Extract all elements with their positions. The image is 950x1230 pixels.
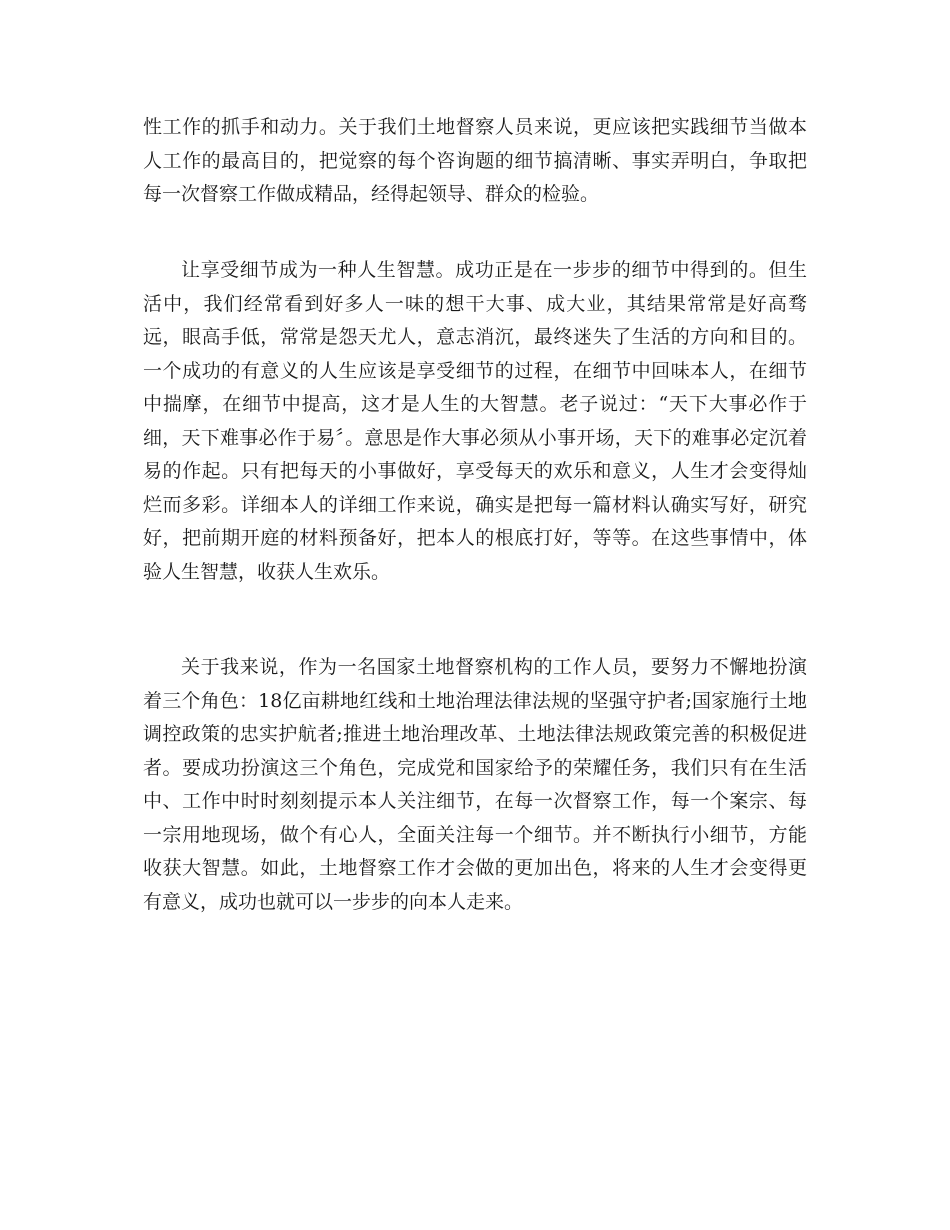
paragraph-three-roles: 关于我来说，作为一名国家土地督察机构的工作人员，要努力不懈地扮演着三个角色：18亿亩耕地红线和土地治理法律法规的坚强守护者;国家施行土地调控政策的忠实护航者;推进土地治理改革、土地法律法规政策完善的积极促进者。要成功扮演这三个角色，完成党和国家给予的荣耀任务，我们只有在生活中、工作中时时刻刻提示本人关注细节，在每一次督察工作，每一个案宗、每一宗用地现场，做个有心人，全面关注每一个细节。并不断执行小细节，方能收获大智慧。如此，土地督察工作才会做的更加出色，将来的人生才会变得更有意义，成功也就可以一步步的向本人走来。 [143,656,807,913]
paragraph-life-wisdom: 让享受细节成为一种人生智慧。成功正是在一步步的细节中得到的。但生活中，我们经常看到好多人一味的想干大事、成大业，其结果常常是好高骛远，眼高手低，常常是怨天尤人，意志消沉，最终迷失了生活的方向和目的。一个成功的有意义的人生应该是享受细节的过程，在细节中回味本人，在细节中揣摩，在细节中提高，这才是人生的大智慧。老子说过：“天下大事必作于细，天下难事必作于易〞。意思是作大事必须从小事开场，天下的难事必定沉着易的作起。只有把每天的小事做好，享受每天的欢乐和意义，人生才会变得灿烂而多彩。详细本人的详细工作来说，确实是把每一篇材料认确实写好，研究好，把前期开庭的材料预备好，把本人的根底打好，等等。在这些事情中，体验人生智慧，收获人生欢乐。 [143,259,807,583]
paragraph-continuation: 性工作的抓手和动力。关于我们土地督察人员来说，更应该把实践细节当做本人工作的最高目的，把觉察的每个咨询题的细节搞清晰、事实弄明白，争取把每一次督察工作做成精品，经得起领导、群众的检验。 [143,116,807,205]
